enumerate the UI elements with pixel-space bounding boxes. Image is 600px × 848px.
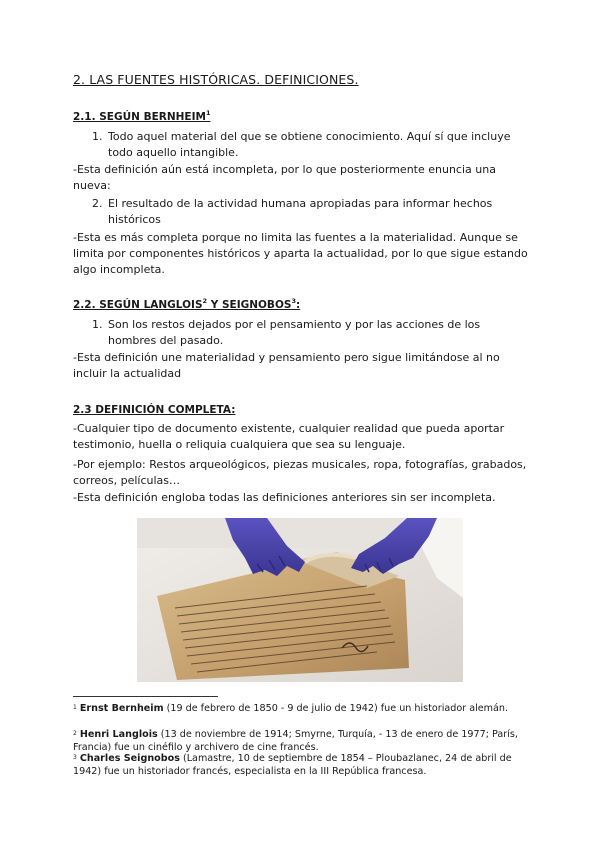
footnote-3	[73, 752, 533, 778]
paragraph: -Esta definición engloba todas las definiciones anteriores sin ser incompleta.	[73, 491, 496, 504]
footnote-ref-1[interactable]: 1	[205, 109, 211, 117]
section-heading-bernheim	[73, 111, 210, 123]
footnote-mark: 2	[73, 730, 77, 737]
list-item	[92, 129, 512, 161]
footnote-2	[73, 728, 533, 754]
footnote-mark: 1	[73, 704, 77, 711]
footnote-name: Charles Seignobos	[79, 753, 180, 764]
list-number: 1.	[92, 130, 103, 143]
list-text: Son los restos dejados por el pensamiento y por las acciones de los hombres del pasado.	[108, 318, 481, 347]
paragraph: -Esta definición une materialidad y pensamiento pero sigue limitándose al no incluir la actualidad	[73, 351, 500, 380]
list-item	[92, 317, 512, 349]
heading-text: 2.2. SEGÚN LANGLOIS	[73, 299, 203, 311]
footnote-1	[73, 702, 533, 715]
list-item	[92, 196, 512, 228]
footnote-text: (19 de febrero de 1850 - 9 de julio de 1942) fue un historiador alemán.	[163, 703, 509, 714]
paragraph: -Esta definición aún está incompleta, por lo que posteriormente enuncia una nueva:	[73, 163, 496, 192]
manuscript-photo	[137, 518, 463, 682]
footnote-separator	[73, 696, 218, 697]
heading-text: Y SEIGNOBOS	[207, 299, 292, 311]
heading-text: :	[295, 299, 301, 311]
heading-text: 2.1. SEGÚN BERNHEIM	[73, 111, 206, 123]
paragraph: -Por ejemplo: Restos arqueológicos, piezas musicales, ropa, fotografías, grabados, correos, películas…	[73, 458, 527, 487]
list-text: El resultado de la actividad humana apropiadas para informar hechos históricos	[108, 197, 493, 226]
section-heading-langlois-seignobos	[73, 299, 300, 311]
footnote-ref-3[interactable]: 3	[291, 297, 296, 305]
manuscript-photo-illustration	[137, 518, 463, 682]
footnote-text: (13 de noviembre de 1914; Smyrne, Turquía, - 13 de enero de 1977; París, Francia) fue un cinéfilo y archivero de cine francés.	[73, 729, 518, 753]
footnote-ref-2[interactable]: 2	[202, 297, 208, 305]
section-heading-definicion-completa: 2.3 DEFINICIÓN COMPLETA:	[73, 404, 236, 416]
list-number: 1.	[92, 318, 103, 331]
footnote-text: (Lamastre, 10 de septiembre de 1854 – Ploubazlanec, 24 de abril de 1942) fue un historiador francés, especialista en la III República francesa.	[73, 753, 512, 777]
list-number: 2.	[92, 197, 103, 210]
footnote-name: Henri Langlois	[79, 729, 158, 740]
page-title: 2. LAS FUENTES HISTÓRICAS. DEFINICIONES.	[73, 72, 359, 87]
footnote-mark: 3	[73, 754, 77, 761]
list-text: Todo aquel material del que se obtiene conocimiento. Aquí sí que incluye todo aquello intangible.	[108, 130, 511, 159]
paragraph: -Cualquier tipo de documento existente, cualquier realidad que pueda aportar testimonio, huella o reliquia cualquiera que sea su lenguaje.	[73, 422, 505, 451]
paragraph: -Esta es más completa porque no limita las fuentes a la materialidad. Aunque se limita por componentes históricos y aparta la actualidad, por lo que sigue estando algo incompleta.	[73, 231, 528, 276]
footnote-name: Ernst Bernheim	[79, 703, 164, 714]
